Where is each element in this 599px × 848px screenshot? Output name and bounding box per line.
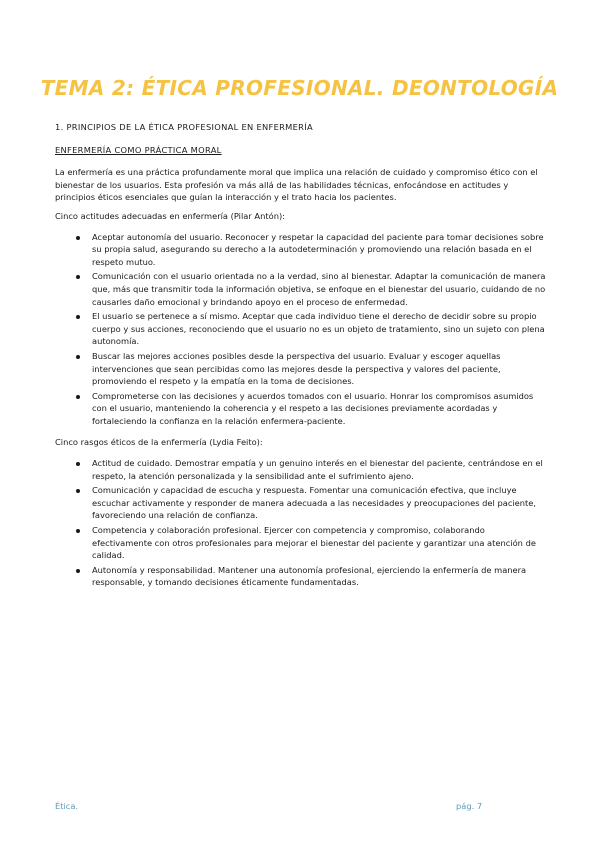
footer-label: Ética. [55,801,79,811]
list-item: Aceptar autonomía del usuario. Reconocer y respetar la capacidad del paciente para tomar decisiones sobre su propia salud, asegurando su derecho a la autodeterminación y promoviendo una relación basada en el respeto mutuo. [92,231,547,269]
list-item: Comunicación con el usuario orientada no a la verdad, sino al bienestar. Adaptar la comunicación de manera que, más que transmitir toda la información objetiva, se enfoque en el bienestar del usuario, cuidando de no causarles daño emocional y brindando apoyo en el proceso de enfermedad. [92,271,546,307]
attitudes-list [55,231,547,428]
intro-paragraph: La enfermería es una práctica profundamente moral que implica una relación de cuidado y compromiso ético con el bienestar de los usuarios. Esta profesión va más allá de las habilidades técnicas, enfocándose en actitudes y principios éticos esenciales que guían la interacción y el trato hacia los pacientes. [55,167,538,203]
list-item: El usuario se pertenece a sí mismo. Aceptar que cada individuo tiene el derecho de decidir sobre su propio cuerpo y sus acciones, reconociendo que el usuario no es un objeto de tratamiento, sino un sujeto con plena autonomía. [92,310,547,348]
list-item: Buscar las mejores acciones posibles desde la perspectiva del usuario. Evaluar y escoger aquellas intervenciones que sean percibidas como las mejores desde la perspectiva y valores del paciente, promoviendo el respeto y la empatía en la toma de decisiones. [92,350,547,388]
page-number: pág. 7 [456,801,483,811]
subheading: ENFERMERÍA COMO PRÁCTICA MORAL [55,144,222,155]
list-item: Competencia y colaboración profesional. Ejercer con competencia y compromiso, colaborando efectivamente con otros profesionales para mejorar el bienestar del paciente y garantizar una atención de calidad. [92,524,547,562]
page-content [55,121,547,598]
page-title: TEMA 2: ÉTICA PROFESIONAL. DEONTOLOGÍA [40,76,559,100]
list-item: Autonomía y responsabilidad. Mantener una autonomía profesional, ejerciendo la enfermería de manera responsable, y tomando decisiones éticamente fundamentadas. [92,564,547,589]
list-item: Comunicación y capacidad de escucha y respuesta. Fomentar una comunicación efectiva, que incluye escuchar activamente y responder de manera adecuada a las necesidades y preocupaciones del paciente, favoreciendo una relación de confianza. [92,484,547,522]
ethical-traits-list [55,457,547,589]
section-heading: 1. PRINCIPIOS DE LA ÉTICA PROFESIONAL EN ENFERMERÍA [55,122,313,132]
list2-intro: Cinco rasgos éticos de la enfermería (Lydia Feito): [55,437,263,448]
list1-intro: Cinco actitudes adecuadas en enfermería (Pilar Antón): [55,210,285,221]
list-item: Comprometerse con las decisiones y acuerdos tomados con el usuario. Honrar los compromisos asumidos con el usuario, manteniendo la coherencia y el respeto a las decisiones previamente acordadas y fortaleciendo la confianza en la relación enfermera-paciente. [92,390,547,428]
list-item: Actitud de cuidado. Demostrar empatía y un genuino interés en el bienestar del paciente, centrándose en el respeto, la atención personalizada y la sensibilidad ante el sufrimiento ajeno. [92,457,547,482]
